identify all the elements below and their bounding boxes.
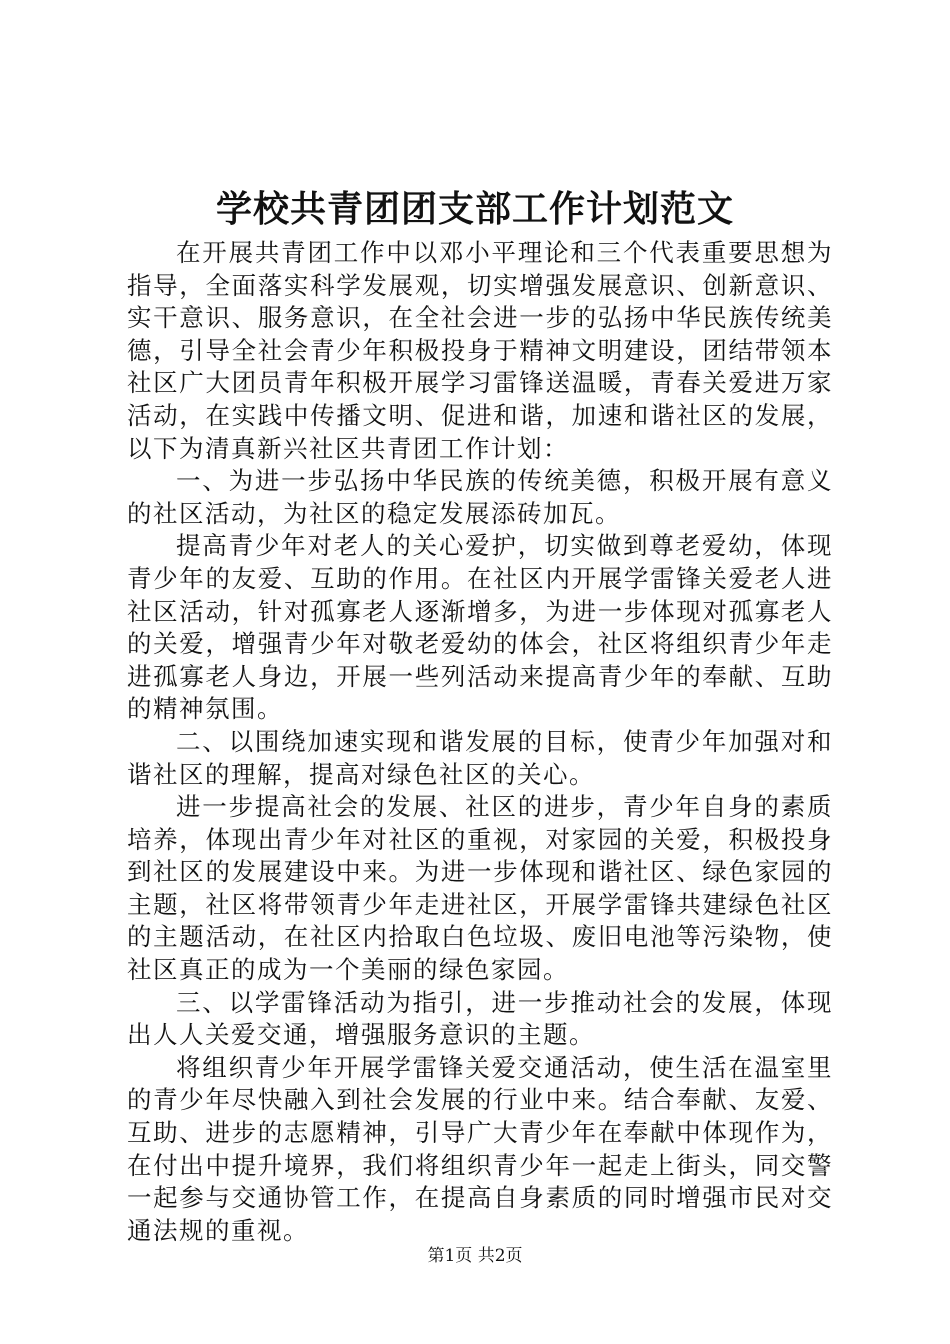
paragraph-intro: 在开展共青团工作中以邓小平理论和三个代表重要思想为指导，全面落实科学发展观，切实增强发展意识、创新意识、实干意识、服务意识，在全社会进一步的弘扬中华民族传统美德，引导全社会青少年积极投身于精神文明建设，团结带领本社区广大团员青年积极开展学习雷锋送温暖，青春关爱进万家活动，在实践中传播文明、促进和谐，加速和谐社区的发展，以下为清真新兴社区共青团工作计划： (127, 238, 833, 463)
paragraph-section-3-heading: 三、以学雷锋活动为指引，进一步推动社会的发展，体现出人人关爱交通，增强服务意识的主题。 (127, 987, 833, 1050)
document-body (127, 237, 833, 1247)
paragraph-section-2-heading: 二、以围绕加速实现和谐发展的目标，使青少年加强对和谐社区的理解，提高对绿色社区的关心。 (127, 726, 833, 789)
paragraph-section-3-body: 将组织青少年开展学雷锋关爱交通活动，使生活在温室里的青少年尽快融入到社会发展的行业中来。结合奉献、友爱、互助、进步的志愿精神，引导广大青少年在奉献中体现作为，在付出中提升境界，我们将组织青少年一起走上街头，同交警一起参与交通协管工作，在提高自身素质的同时增强市民对交通法规的重视。 (127, 1052, 833, 1245)
document-title: 学校共青团团支部工作计划范文 (215, 188, 734, 230)
paragraph-section-1-heading: 一、为进一步弘扬中华民族的传统美德，积极开展有意义的社区活动，为社区的稳定发展添砖加瓦。 (127, 466, 833, 528)
paragraph-section-2-body: 进一步提高社会的发展、社区的进步，青少年自身的素质培养，体现出青少年对社区的重视，对家园的关爱，积极投身到社区的发展建设中来。为进一步体现和谐社区、绿色家园的主题，社区将带领青少年走进社区，开展学雷锋共建绿色社区的主题活动，在社区内拾取白色垃圾、废旧电池等污染物，使社区真正的成为一个美丽的绿色家园。 (127, 792, 833, 985)
paragraph-section-1-body: 提高青少年对老人的关心爱护，切实做到尊老爱幼，体现青少年的友爱、互助的作用。在社区内开展学雷锋关爱老人进社区活动，针对孤寡老人逐渐增多，为进一步体现对孤寡老人的关爱，增强青少年对敬老爱幼的体会，社区将组织青少年走进孤寡老人身边，开展一些列活动来提高青少年的奉献、互助的精神氛围。 (127, 531, 833, 724)
page-number-footer: 第1页 共2页 (427, 1246, 523, 1266)
